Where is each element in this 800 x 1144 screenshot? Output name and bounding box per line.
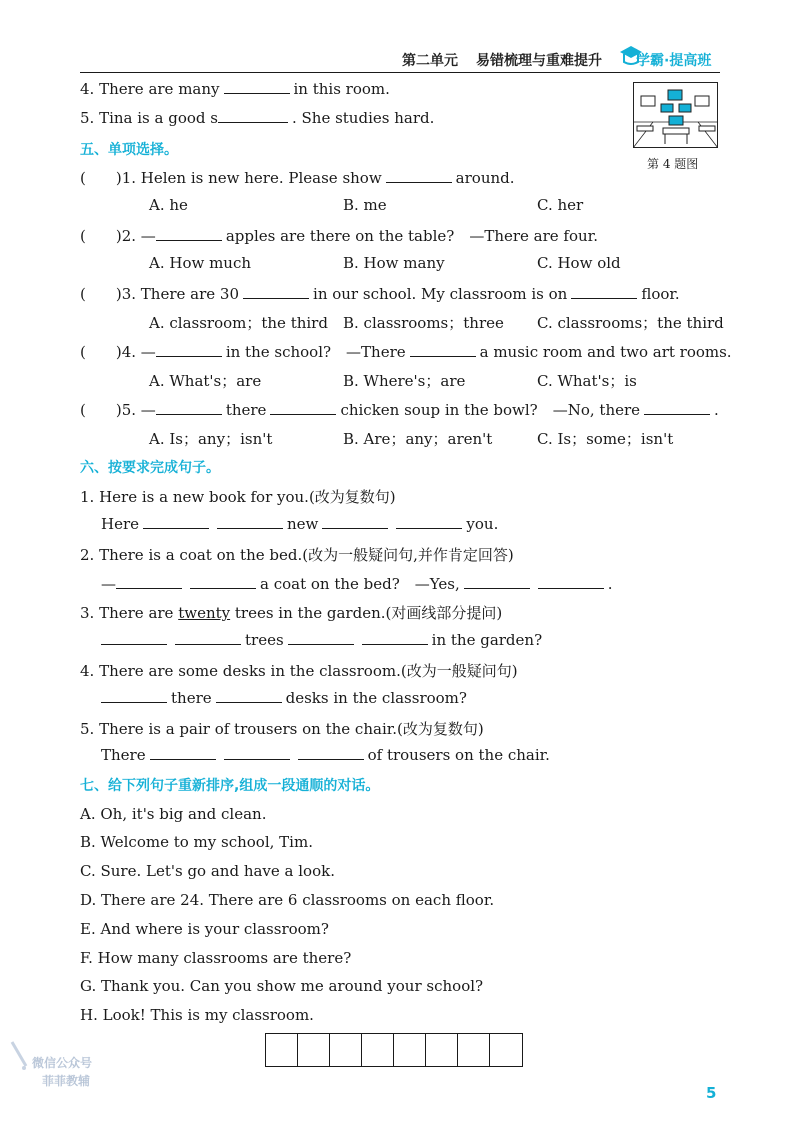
brand-name: 学霸·提高班 (636, 53, 712, 69)
answer-box[interactable] (394, 1034, 426, 1066)
s6-q5: 5. There is a pair of trousers on the chair.(改为复数句) (80, 720, 484, 738)
s6-q1: 1. Here is a new book for you.(改为复数句) (80, 488, 396, 506)
s5-q4-option-b[interactable]: B. Where's；are (343, 372, 466, 390)
s6-a2: — a coat on the bed? —Yes, . (101, 575, 613, 593)
s5-q1-option-c[interactable]: C. her (537, 196, 584, 214)
unit-label: 第二单元 (402, 53, 458, 69)
s7-line-c: C. Sure. Let's go and have a look. (80, 862, 335, 880)
s5-q4-option-a[interactable]: A. What's；are (149, 372, 262, 390)
s6-a1: Here new you. (101, 515, 499, 533)
s7-line-e: E. And where is your classroom? (80, 920, 329, 938)
s6-a4: there desks in the classroom? (101, 689, 467, 707)
s5-q3-option-b[interactable]: B. classrooms；three (343, 314, 504, 332)
answer-box[interactable] (426, 1034, 458, 1066)
s5-q4-option-c[interactable]: C. What's；is (537, 372, 637, 390)
s6-q3: 3. There are twenty trees in the garden.(对画线部分提问) (80, 604, 503, 622)
s6-a3: trees in the garden? (101, 631, 542, 649)
watermark-line-1: 微信公众号 (32, 1056, 93, 1070)
answer-box[interactable] (298, 1034, 330, 1066)
section-7-title: 七、给下列句子重新排序,组成一段通顺的对话。 (80, 778, 380, 794)
s5-q3-option-a[interactable]: A. classroom；the third (149, 314, 328, 332)
s7-line-f: F. How many classrooms are there? (80, 949, 352, 967)
classroom-figure (633, 82, 718, 152)
figure-caption: 第 4 题图 (647, 157, 699, 171)
s5-q2-option-a[interactable]: A. How much (149, 254, 252, 272)
s7-line-h: H. Look! This is my classroom. (80, 1006, 314, 1024)
s7-line-a: A. Oh, it's big and clean. (80, 805, 267, 823)
s6-q4: 4. There are some desks in the classroom.(改为一般疑问句) (80, 662, 518, 680)
s4-question-5: 5. Tina is a good s . She studies hard. (80, 109, 435, 127)
answer-box-grid (265, 1033, 523, 1067)
classroom-illustration (633, 82, 718, 148)
s5-q5-option-b[interactable]: B. Are；any；aren't (343, 430, 493, 448)
s5-q5: ( )5. — there chicken soup in the bowl? —No, there . (80, 401, 719, 419)
s5-q2: ( )2. — apples are there on the table? —There are four. (80, 227, 598, 245)
answer-box[interactable] (458, 1034, 490, 1066)
s5-q2-option-c[interactable]: C. How old (537, 254, 621, 272)
pen-icon (8, 1040, 30, 1070)
s5-q2-option-b[interactable]: B. How many (343, 254, 445, 272)
s6-q2: 2. There is a coat on the bed.(改为一般疑问句,并作肯定回答) (80, 546, 514, 564)
answer-box[interactable] (330, 1034, 362, 1066)
s4-question-4: 4. There are many in this room. (80, 80, 390, 98)
s5-q1: ( )1. Helen is new here. Please show around. (80, 169, 515, 187)
header-rule (80, 72, 720, 73)
s5-q5-option-a[interactable]: A. Is；any；isn't (149, 430, 273, 448)
section-6-title: 六、按要求完成句子。 (80, 460, 220, 476)
s5-q4: ( )4. — in the school? —There a music room and two art rooms. (80, 343, 732, 361)
s5-q1-option-b[interactable]: B. me (343, 196, 387, 214)
section-5-title: 五、单项选择。 (80, 142, 178, 158)
s5-q3-option-c[interactable]: C. classrooms；the third (537, 314, 724, 332)
answer-box[interactable] (362, 1034, 394, 1066)
s6-a5: There of trousers on the chair. (101, 746, 550, 764)
s5-q1-option-a[interactable]: A. he (149, 196, 188, 214)
s7-line-b: B. Welcome to my school, Tim. (80, 833, 313, 851)
topic-label: 易错梳理与重难提升 (476, 53, 602, 69)
answer-box[interactable] (266, 1034, 298, 1066)
s5-q3: ( )3. There are 30 in our school. My classroom is on floor. (80, 285, 680, 303)
page-number: 5 (706, 1084, 717, 1102)
s7-line-d: D. There are 24. There are 6 classrooms on each floor. (80, 891, 495, 909)
watermark-line-2: 菲菲教辅 (42, 1074, 91, 1088)
s5-q5-option-c[interactable]: C. Is；some；isn't (537, 430, 674, 448)
s7-line-g: G. Thank you. Can you show me around your school? (80, 977, 484, 995)
answer-box[interactable] (490, 1034, 522, 1066)
